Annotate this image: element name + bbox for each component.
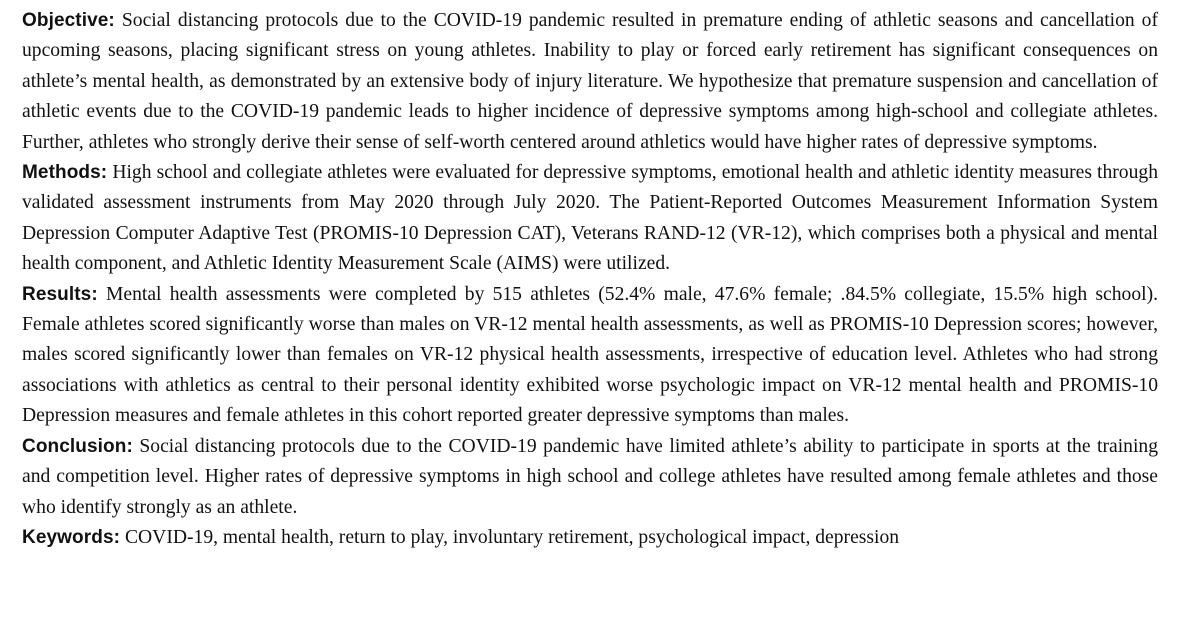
keywords-section — [22, 523, 1158, 553]
objective-label: Objective: — [22, 10, 115, 31]
methods-label: Methods: — [22, 162, 108, 184]
methods-text: High school and collegiate athletes were evaluated for depressive symptoms, emotional health and athletic identity measures through validated assessment instruments from May 2020 through July 2020. The Patient-Reported Outcomes Measurement Information System Depression Computer Adaptive Test (PROMIS-10 Depression CAT), Veterans RAND-12 (VR-12), which comprises both a physical and mental health component, and Athletic Identity Measurement Scale (AIMS) were utilized. — [22, 162, 1158, 275]
results-text: Mental health assessments were completed by 515 athletes (52.4% male, 47.6% female; .84.5% collegiate, 15.5% high school). Female athletes scored significantly worse than males on VR-12 mental health assessments, as well as PROMIS-10 Depression scores; however, males scored significantly lower than females on VR-12 physical health assessments, irrespective of education level. Athletes who had strong associations with athletics as central to their personal identity exhibited worse psychologic impact on VR-12 mental health and PROMIS-10 Depression measures and female athletes in this cohort reported greater depressive symptoms than males. — [22, 283, 1158, 427]
objective-text: Social distancing protocols due to the COVID-19 pandemic resulted in premature ending of athletic seasons and cancellation of upcoming seasons, placing significant stress on young athletes. Inability to play or forced early retirement has significant consequences on athlete’s mental health, as demonstrated by an extensive body of injury literature. We hypothesize that premature suspension and cancellation of athletic events due to the COVID-19 pandemic leads to higher incidence of depressive symptoms among high-school and collegiate athletes. Further, athletes who strongly derive their sense of self-worth centered around athletics would have higher rates of depressive symptoms. — [22, 10, 1159, 153]
methods-section — [22, 158, 1158, 280]
conclusion-label: Conclusion: — [22, 435, 133, 457]
conclusion-section — [22, 432, 1158, 523]
keywords-text: COVID-19, mental health, return to play, involuntary retirement, psychological impact, depression — [124, 526, 900, 548]
conclusion-text: Social distancing protocols due to the COVID-19 pandemic have limited athlete’s ability to participate in sports at the training and competition level. Higher rates of depressive symptoms in high school and college athletes have resulted among female athletes and those who identify strongly as an athlete. — [22, 435, 1158, 518]
results-label: Results: — [22, 283, 98, 305]
keywords-label: Keywords: — [22, 526, 121, 548]
results-section — [22, 280, 1158, 432]
abstract — [22, 6, 1158, 553]
objective-section — [22, 6, 1158, 158]
